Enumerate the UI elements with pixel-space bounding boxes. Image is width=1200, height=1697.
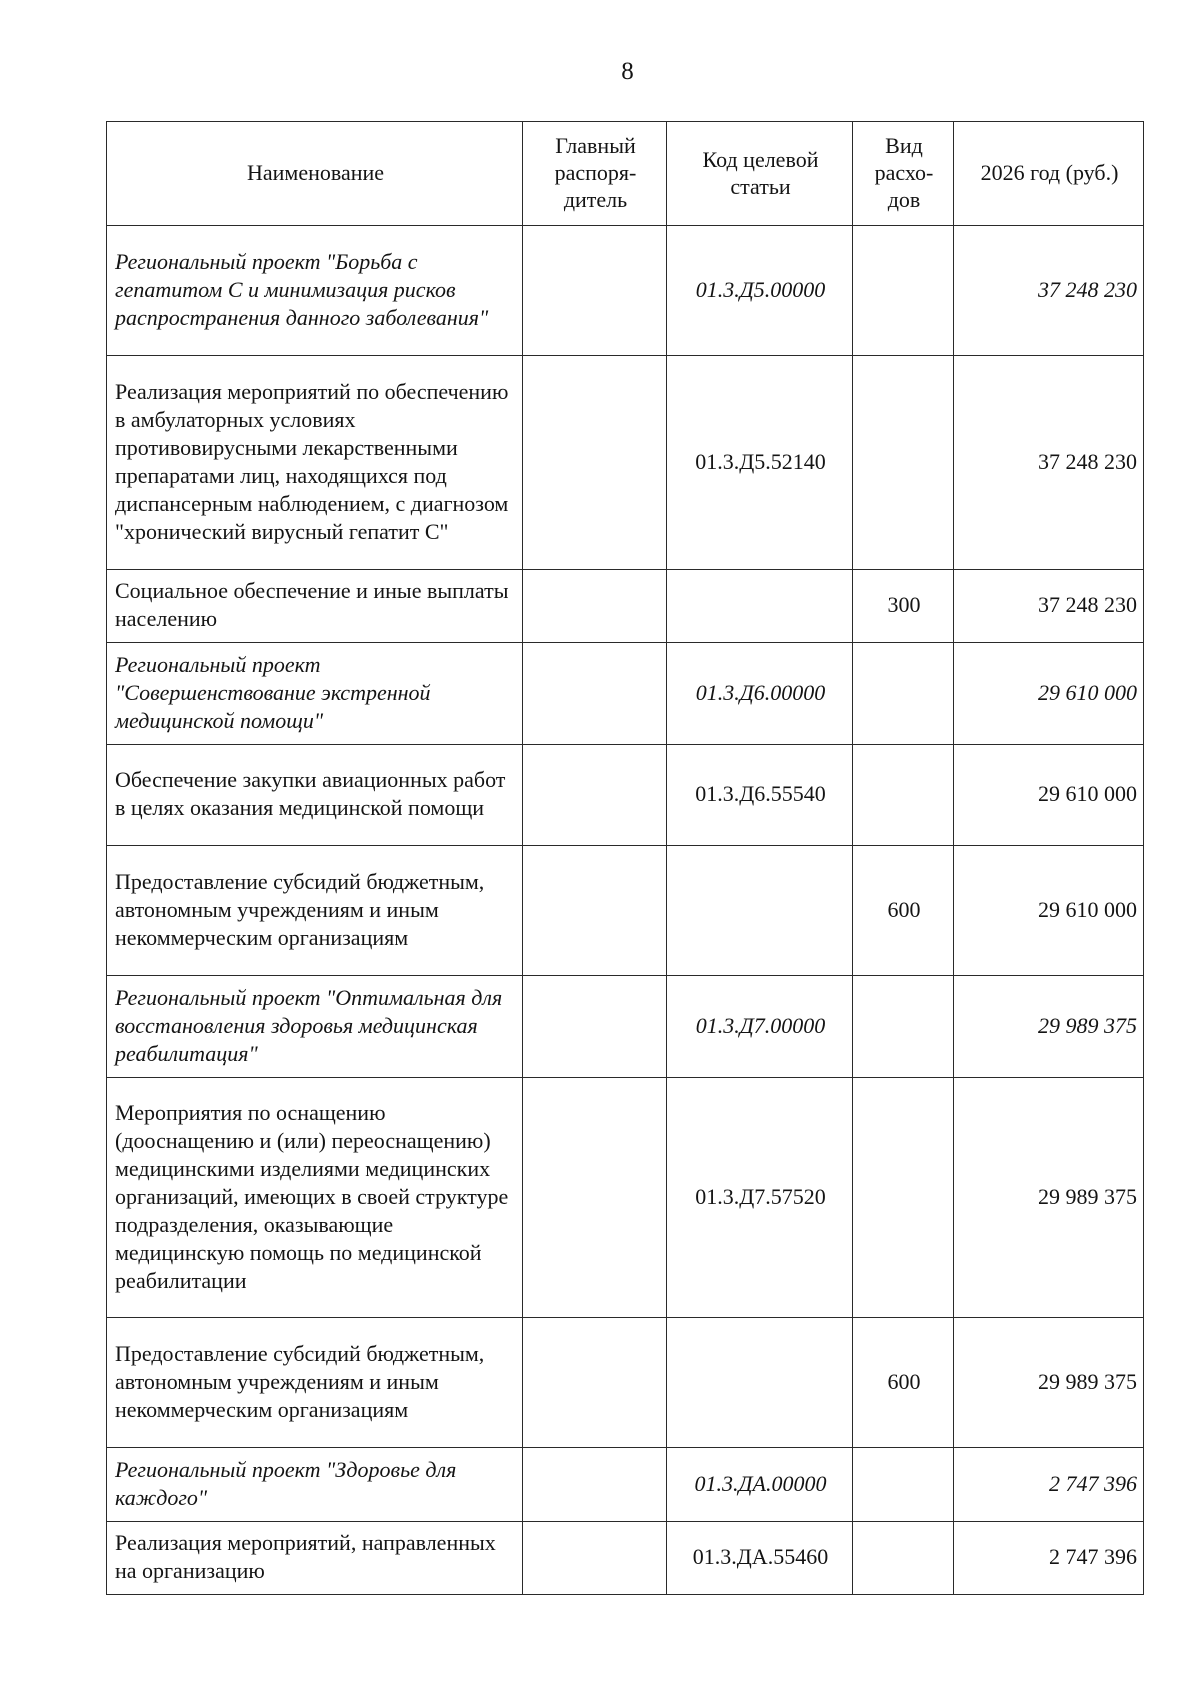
header-expense-type: Вид расхо-дов [853,122,954,226]
row-amount: 29 610 000 [954,643,1144,745]
row-manager [523,1448,667,1522]
header-name: Наименование [107,122,523,226]
row-amount: 2 747 396 [954,1448,1144,1522]
row-expense-type [853,1078,954,1318]
header-manager: Главный распоря-дитель [523,122,667,226]
row-expense-type: 600 [853,846,954,976]
row-expense-type: 600 [853,1318,954,1448]
table-row [107,1318,1144,1448]
header-amount: 2026 год (руб.) [954,122,1144,226]
row-expense-type [853,356,954,570]
row-name: Реализация мероприятий, направленных на организацию [107,1522,523,1595]
row-code: 01.3.ДА.55460 [667,1522,853,1595]
row-amount: 29 610 000 [954,745,1144,846]
row-name: Региональный проект "Оптимальная для восстановления здоровья медицинская реабилитация" [107,976,523,1078]
table-row [107,846,1144,976]
table-row [107,570,1144,643]
row-amount: 37 248 230 [954,570,1144,643]
row-amount: 37 248 230 [954,356,1144,570]
row-manager [523,1318,667,1448]
row-expense-type [853,976,954,1078]
table-row [107,1078,1144,1318]
row-manager [523,356,667,570]
row-code: 01.3.Д7.57520 [667,1078,853,1318]
header-code: Код целевой статьи [667,122,853,226]
row-name: Реализация мероприятий по обеспечению в амбулаторных условиях противовирусными лекарственными препаратами лиц, находящихся под диспансерным наблюдением, с диагнозом "хронический вирусный гепатит С" [107,356,523,570]
row-amount: 29 989 375 [954,976,1144,1078]
row-code [667,1318,853,1448]
table-row [107,643,1144,745]
header-row [107,122,1144,226]
row-amount: 2 747 396 [954,1522,1144,1595]
row-manager [523,846,667,976]
row-amount: 29 989 375 [954,1078,1144,1318]
row-name: Мероприятия по оснащению (дооснащению и (или) переоснащению) медицинскими изделиями медицинских организаций, имеющих в своей структуре подразделения, оказывающие медицинскую помощь по медицинской реабилитации [107,1078,523,1318]
row-code: 01.3.Д7.00000 [667,976,853,1078]
table-row [107,976,1144,1078]
row-code: 01.3.Д5.00000 [667,226,853,356]
row-name: Предоставление субсидий бюджетным, автономным учреждениям и иным некоммерческим организациям [107,846,523,976]
row-manager [523,1522,667,1595]
row-expense-type [853,1448,954,1522]
budget-table [106,121,1144,1595]
table-row [107,745,1144,846]
row-code: 01.3.Д6.55540 [667,745,853,846]
row-name: Предоставление субсидий бюджетным, автономным учреждениям и иным некоммерческим организациям [107,1318,523,1448]
table-row [107,356,1144,570]
row-manager [523,570,667,643]
row-code: 01.3.Д6.00000 [667,643,853,745]
row-code: 01.3.Д5.52140 [667,356,853,570]
row-amount: 37 248 230 [954,226,1144,356]
row-manager [523,745,667,846]
row-amount: 29 989 375 [954,1318,1144,1448]
row-code [667,846,853,976]
row-manager [523,1078,667,1318]
row-manager [523,976,667,1078]
table-header [107,122,1144,226]
page-number: 8 [621,58,634,85]
row-code: 01.3.ДА.00000 [667,1448,853,1522]
row-name: Региональный проект "Борьба с гепатитом С и минимизация рисков распространения данного заболевания" [107,226,523,356]
row-expense-type [853,643,954,745]
row-name: Обеспечение закупки авиационных работ в целях оказания медицинской помощи [107,745,523,846]
row-expense-type [853,1522,954,1595]
row-name: Региональный проект "Здоровье для каждого" [107,1448,523,1522]
row-expense-type: 300 [853,570,954,643]
table-body [107,226,1144,1595]
row-amount: 29 610 000 [954,846,1144,976]
row-expense-type [853,226,954,356]
row-name: Региональный проект "Совершенствование экстренной медицинской помощи" [107,643,523,745]
table-row [107,1522,1144,1595]
row-manager [523,226,667,356]
row-expense-type [853,745,954,846]
row-name: Социальное обеспечение и иные выплаты населению [107,570,523,643]
row-manager [523,643,667,745]
table-row [107,1448,1144,1522]
table-row [107,226,1144,356]
row-code [667,570,853,643]
